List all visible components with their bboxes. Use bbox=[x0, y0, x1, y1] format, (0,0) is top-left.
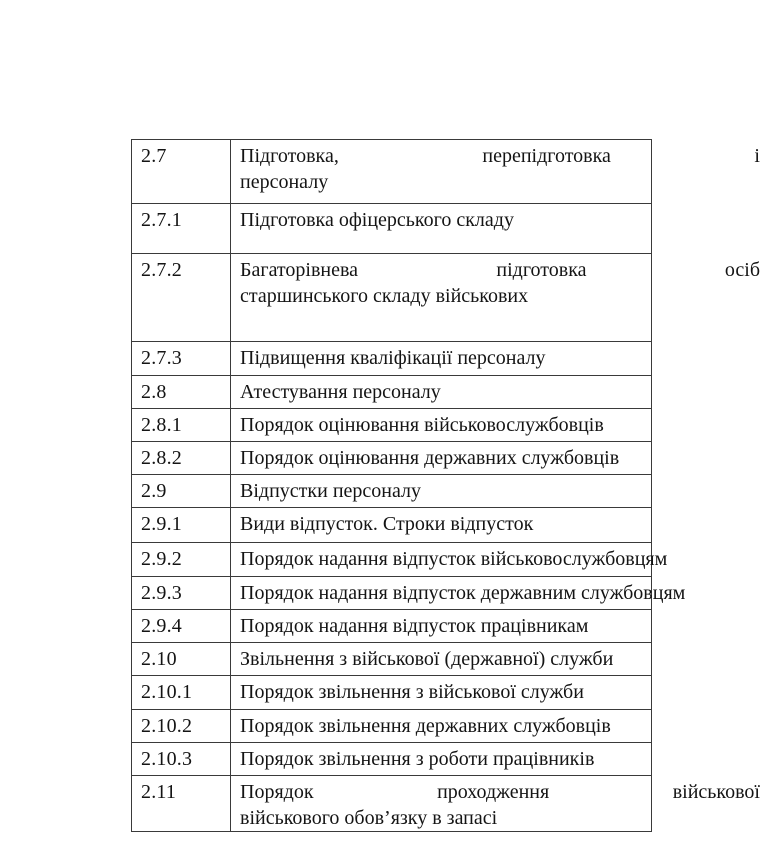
section-number: 2.7 bbox=[132, 140, 231, 204]
contents-row bbox=[132, 710, 652, 743]
section-title bbox=[231, 543, 668, 577]
section-title bbox=[231, 610, 652, 643]
contents-row bbox=[132, 643, 652, 676]
section-number: 2.7.3 bbox=[132, 342, 231, 376]
section-number: 2.9.2 bbox=[132, 543, 231, 577]
section-number: 2.10.1 bbox=[132, 676, 231, 710]
section-title bbox=[231, 710, 652, 743]
contents-table bbox=[131, 139, 760, 832]
section-number: 2.10 bbox=[132, 643, 231, 676]
section-title-line: Звільнення з військової (державної) служби bbox=[240, 648, 614, 670]
contents-row bbox=[132, 610, 652, 643]
section-title bbox=[231, 508, 652, 543]
section-number: 2.7.2 bbox=[132, 254, 231, 342]
section-title bbox=[231, 442, 652, 475]
section-title-line: Відпустки персоналу bbox=[240, 480, 422, 502]
section-title-line: Порядок надання відпусток державним службовцям bbox=[240, 582, 686, 604]
section-number: 2.7.1 bbox=[132, 204, 231, 254]
section-number: 2.9.4 bbox=[132, 610, 231, 643]
section-title-line: Порядок звільнення державних службовців bbox=[240, 715, 611, 737]
section-title bbox=[231, 342, 652, 376]
section-title bbox=[231, 475, 652, 508]
section-title-line: Атестування персоналу bbox=[240, 381, 441, 403]
contents-row bbox=[132, 409, 652, 442]
section-title-line: Види відпусток. Строки відпусток bbox=[240, 513, 534, 535]
section-title-line: Порядок надання відпусток військовослужбовцям bbox=[240, 548, 668, 570]
contents-row bbox=[132, 577, 652, 610]
section-number: 2.9.3 bbox=[132, 577, 231, 610]
section-title-line: Порядок проходження військової bbox=[240, 781, 760, 803]
section-title bbox=[231, 409, 652, 442]
section-number: 2.9 bbox=[132, 475, 231, 508]
contents-row bbox=[132, 776, 652, 832]
section-number: 2.10.3 bbox=[132, 743, 231, 776]
contents-row bbox=[132, 342, 652, 376]
section-number: 2.8 bbox=[132, 376, 231, 409]
contents-row bbox=[132, 442, 652, 475]
section-title-line: військового обов’язку в запасі bbox=[240, 807, 498, 829]
contents-row bbox=[132, 676, 652, 710]
section-title-line: Підготовка, перепідготовка і bbox=[240, 145, 760, 167]
contents-row bbox=[132, 743, 652, 776]
contents-row bbox=[132, 543, 652, 577]
contents-table-body bbox=[132, 140, 760, 832]
section-title-line: Підвищення кваліфікації персоналу bbox=[240, 347, 546, 369]
section-number: 2.8.1 bbox=[132, 409, 231, 442]
section-title bbox=[231, 743, 652, 776]
section-title bbox=[231, 776, 760, 832]
section-title bbox=[231, 577, 686, 610]
section-title-line: персоналу bbox=[240, 171, 329, 193]
section-title-line: Порядок оцінювання державних службовців bbox=[240, 447, 620, 469]
section-title-line: старшинського складу військових bbox=[240, 285, 529, 307]
section-title-line: Порядок надання відпусток працівникам bbox=[240, 615, 589, 637]
section-number: 2.8.2 bbox=[132, 442, 231, 475]
section-title bbox=[231, 140, 760, 204]
contents-row bbox=[132, 140, 652, 204]
section-title-line: Багаторівнева підготовка осіб bbox=[240, 259, 760, 281]
section-title-line: Порядок звільнення з військової служби bbox=[240, 681, 584, 703]
section-title bbox=[231, 254, 760, 342]
contents-row bbox=[132, 204, 652, 254]
section-title-line: Порядок оцінювання військовослужбовців bbox=[240, 414, 604, 436]
section-number: 2.11 bbox=[132, 776, 231, 832]
section-title-line: Підготовка офіцерського складу bbox=[240, 209, 514, 231]
section-number: 2.10.2 bbox=[132, 710, 231, 743]
section-number: 2.9.1 bbox=[132, 508, 231, 543]
section-title bbox=[231, 676, 652, 710]
contents-row bbox=[132, 508, 652, 543]
section-title bbox=[231, 204, 652, 254]
section-title bbox=[231, 643, 652, 676]
contents-row bbox=[132, 475, 652, 508]
section-title bbox=[231, 376, 652, 409]
section-title-line: Порядок звільнення з роботи працівників bbox=[240, 748, 595, 770]
contents-row bbox=[132, 376, 652, 409]
contents-row bbox=[132, 254, 652, 342]
